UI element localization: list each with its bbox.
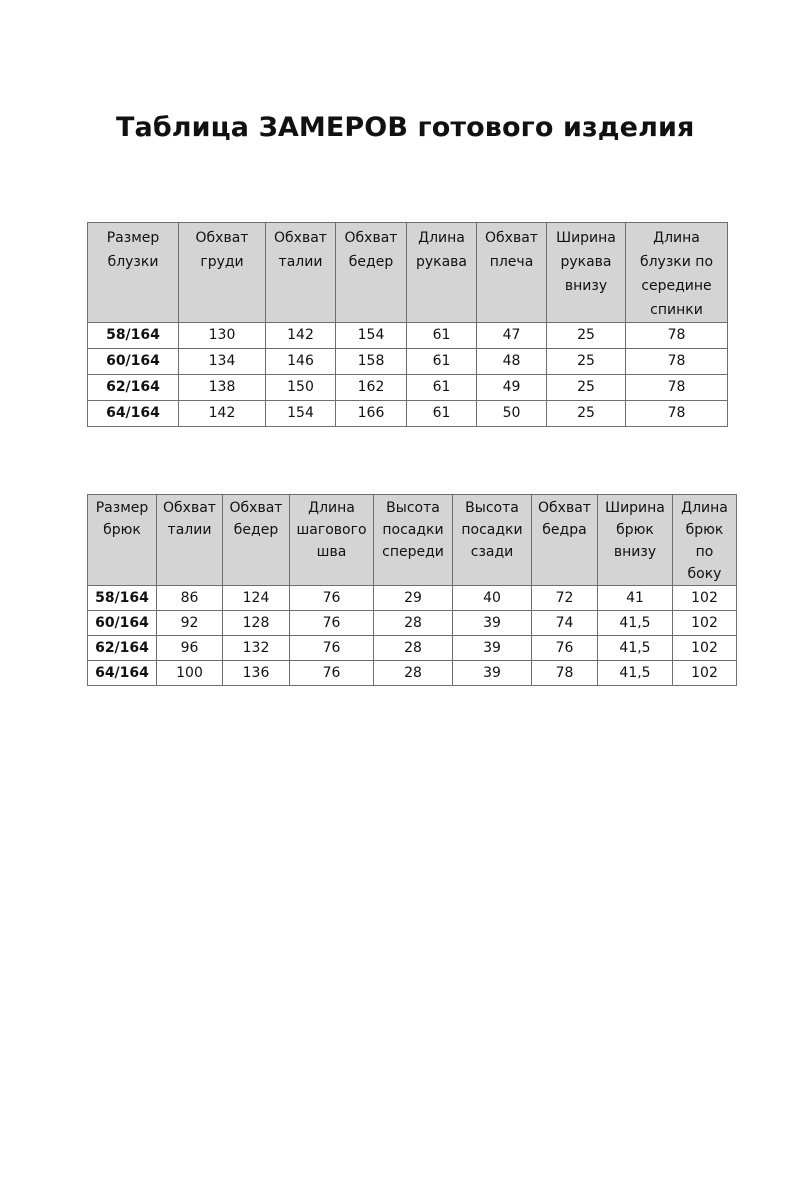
- table-cell: 78: [532, 661, 598, 686]
- table-cell: 28: [374, 661, 453, 686]
- column-header-waist: Обхват талии: [266, 223, 336, 323]
- column-header-hips: Обхват бедер: [223, 495, 290, 586]
- table-row: [88, 375, 728, 401]
- table-cell: 138: [179, 375, 266, 401]
- table-cell: 128: [223, 611, 290, 636]
- blouse-measurements-table: [87, 222, 728, 427]
- table-cell: 61: [407, 349, 477, 375]
- table-cell: 158: [336, 349, 407, 375]
- column-header-inseam: Длина шагового шва: [290, 495, 374, 586]
- table-cell: 78: [626, 323, 728, 349]
- table-row: [88, 611, 737, 636]
- table-cell: 76: [532, 636, 598, 661]
- table-header-row: [88, 495, 737, 586]
- table-cell: 102: [673, 661, 737, 686]
- table-cell: 76: [290, 636, 374, 661]
- table-cell: 61: [407, 375, 477, 401]
- table-cell: 92: [157, 611, 223, 636]
- column-header-hem-width: Ширина брюк внизу: [598, 495, 673, 586]
- table-cell: 130: [179, 323, 266, 349]
- table-cell: 76: [290, 611, 374, 636]
- column-header-shoulder: Обхват плеча: [477, 223, 547, 323]
- column-header-sleeve-length: Длина рукава: [407, 223, 477, 323]
- table-row: [88, 401, 728, 427]
- column-header-chest: Обхват груди: [179, 223, 266, 323]
- table-row: [88, 349, 728, 375]
- column-header-hips: Обхват бедер: [336, 223, 407, 323]
- column-header-thigh: Обхват бедра: [532, 495, 598, 586]
- table-cell: 154: [266, 401, 336, 427]
- size-cell: 64/164: [88, 661, 157, 686]
- table-cell: 132: [223, 636, 290, 661]
- table-cell: 39: [453, 611, 532, 636]
- page-title: Таблица ЗАМЕРОВ готового изделия: [116, 112, 695, 143]
- size-cell: 64/164: [88, 401, 179, 427]
- table-cell: 102: [673, 611, 737, 636]
- table-row: [88, 586, 737, 611]
- column-header-front-rise: Высота посадки спереди: [374, 495, 453, 586]
- table-cell: 28: [374, 636, 453, 661]
- table-cell: 49: [477, 375, 547, 401]
- table-header-row: [88, 223, 728, 323]
- size-cell: 58/164: [88, 323, 179, 349]
- column-header-back-length: Длина блузки по середине спинки: [626, 223, 728, 323]
- table-cell: 102: [673, 586, 737, 611]
- table-cell: 25: [547, 349, 626, 375]
- table-cell: 78: [626, 375, 728, 401]
- column-header-side-length: Длина брюк по боку: [673, 495, 737, 586]
- size-cell: 62/164: [88, 636, 157, 661]
- table-cell: 39: [453, 636, 532, 661]
- column-header-back-rise: Высота посадки сзади: [453, 495, 532, 586]
- table-cell: 76: [290, 586, 374, 611]
- table-cell: 61: [407, 323, 477, 349]
- table-cell: 29: [374, 586, 453, 611]
- table-cell: 76: [290, 661, 374, 686]
- column-header-size: Размер брюк: [88, 495, 157, 586]
- trousers-measurements-table: [87, 494, 737, 686]
- table-cell: 48: [477, 349, 547, 375]
- table-cell: 72: [532, 586, 598, 611]
- table-cell: 146: [266, 349, 336, 375]
- table-row: [88, 323, 728, 349]
- table-cell: 102: [673, 636, 737, 661]
- table-cell: 47: [477, 323, 547, 349]
- table-cell: 40: [453, 586, 532, 611]
- table-row: [88, 661, 737, 686]
- table-cell: 41,5: [598, 636, 673, 661]
- column-header-size: Размер блузки: [88, 223, 179, 323]
- table-cell: 25: [547, 375, 626, 401]
- table-cell: 142: [179, 401, 266, 427]
- table-cell: 86: [157, 586, 223, 611]
- size-cell: 58/164: [88, 586, 157, 611]
- size-cell: 62/164: [88, 375, 179, 401]
- table-cell: 124: [223, 586, 290, 611]
- table-cell: 41,5: [598, 661, 673, 686]
- table-row: [88, 636, 737, 661]
- table-cell: 166: [336, 401, 407, 427]
- size-cell: 60/164: [88, 611, 157, 636]
- table-cell: 28: [374, 611, 453, 636]
- table-cell: 61: [407, 401, 477, 427]
- table-cell: 74: [532, 611, 598, 636]
- table-cell: 41,5: [598, 611, 673, 636]
- column-header-waist: Обхват талии: [157, 495, 223, 586]
- table-cell: 142: [266, 323, 336, 349]
- size-cell: 60/164: [88, 349, 179, 375]
- column-header-sleeve-width: Ширина рукава внизу: [547, 223, 626, 323]
- table-cell: 78: [626, 401, 728, 427]
- table-cell: 134: [179, 349, 266, 375]
- table-cell: 25: [547, 401, 626, 427]
- table-cell: 150: [266, 375, 336, 401]
- table-cell: 25: [547, 323, 626, 349]
- table-cell: 41: [598, 586, 673, 611]
- table-cell: 78: [626, 349, 728, 375]
- table-cell: 162: [336, 375, 407, 401]
- table-cell: 96: [157, 636, 223, 661]
- table-cell: 100: [157, 661, 223, 686]
- table-cell: 50: [477, 401, 547, 427]
- table-cell: 136: [223, 661, 290, 686]
- table-cell: 39: [453, 661, 532, 686]
- table-cell: 154: [336, 323, 407, 349]
